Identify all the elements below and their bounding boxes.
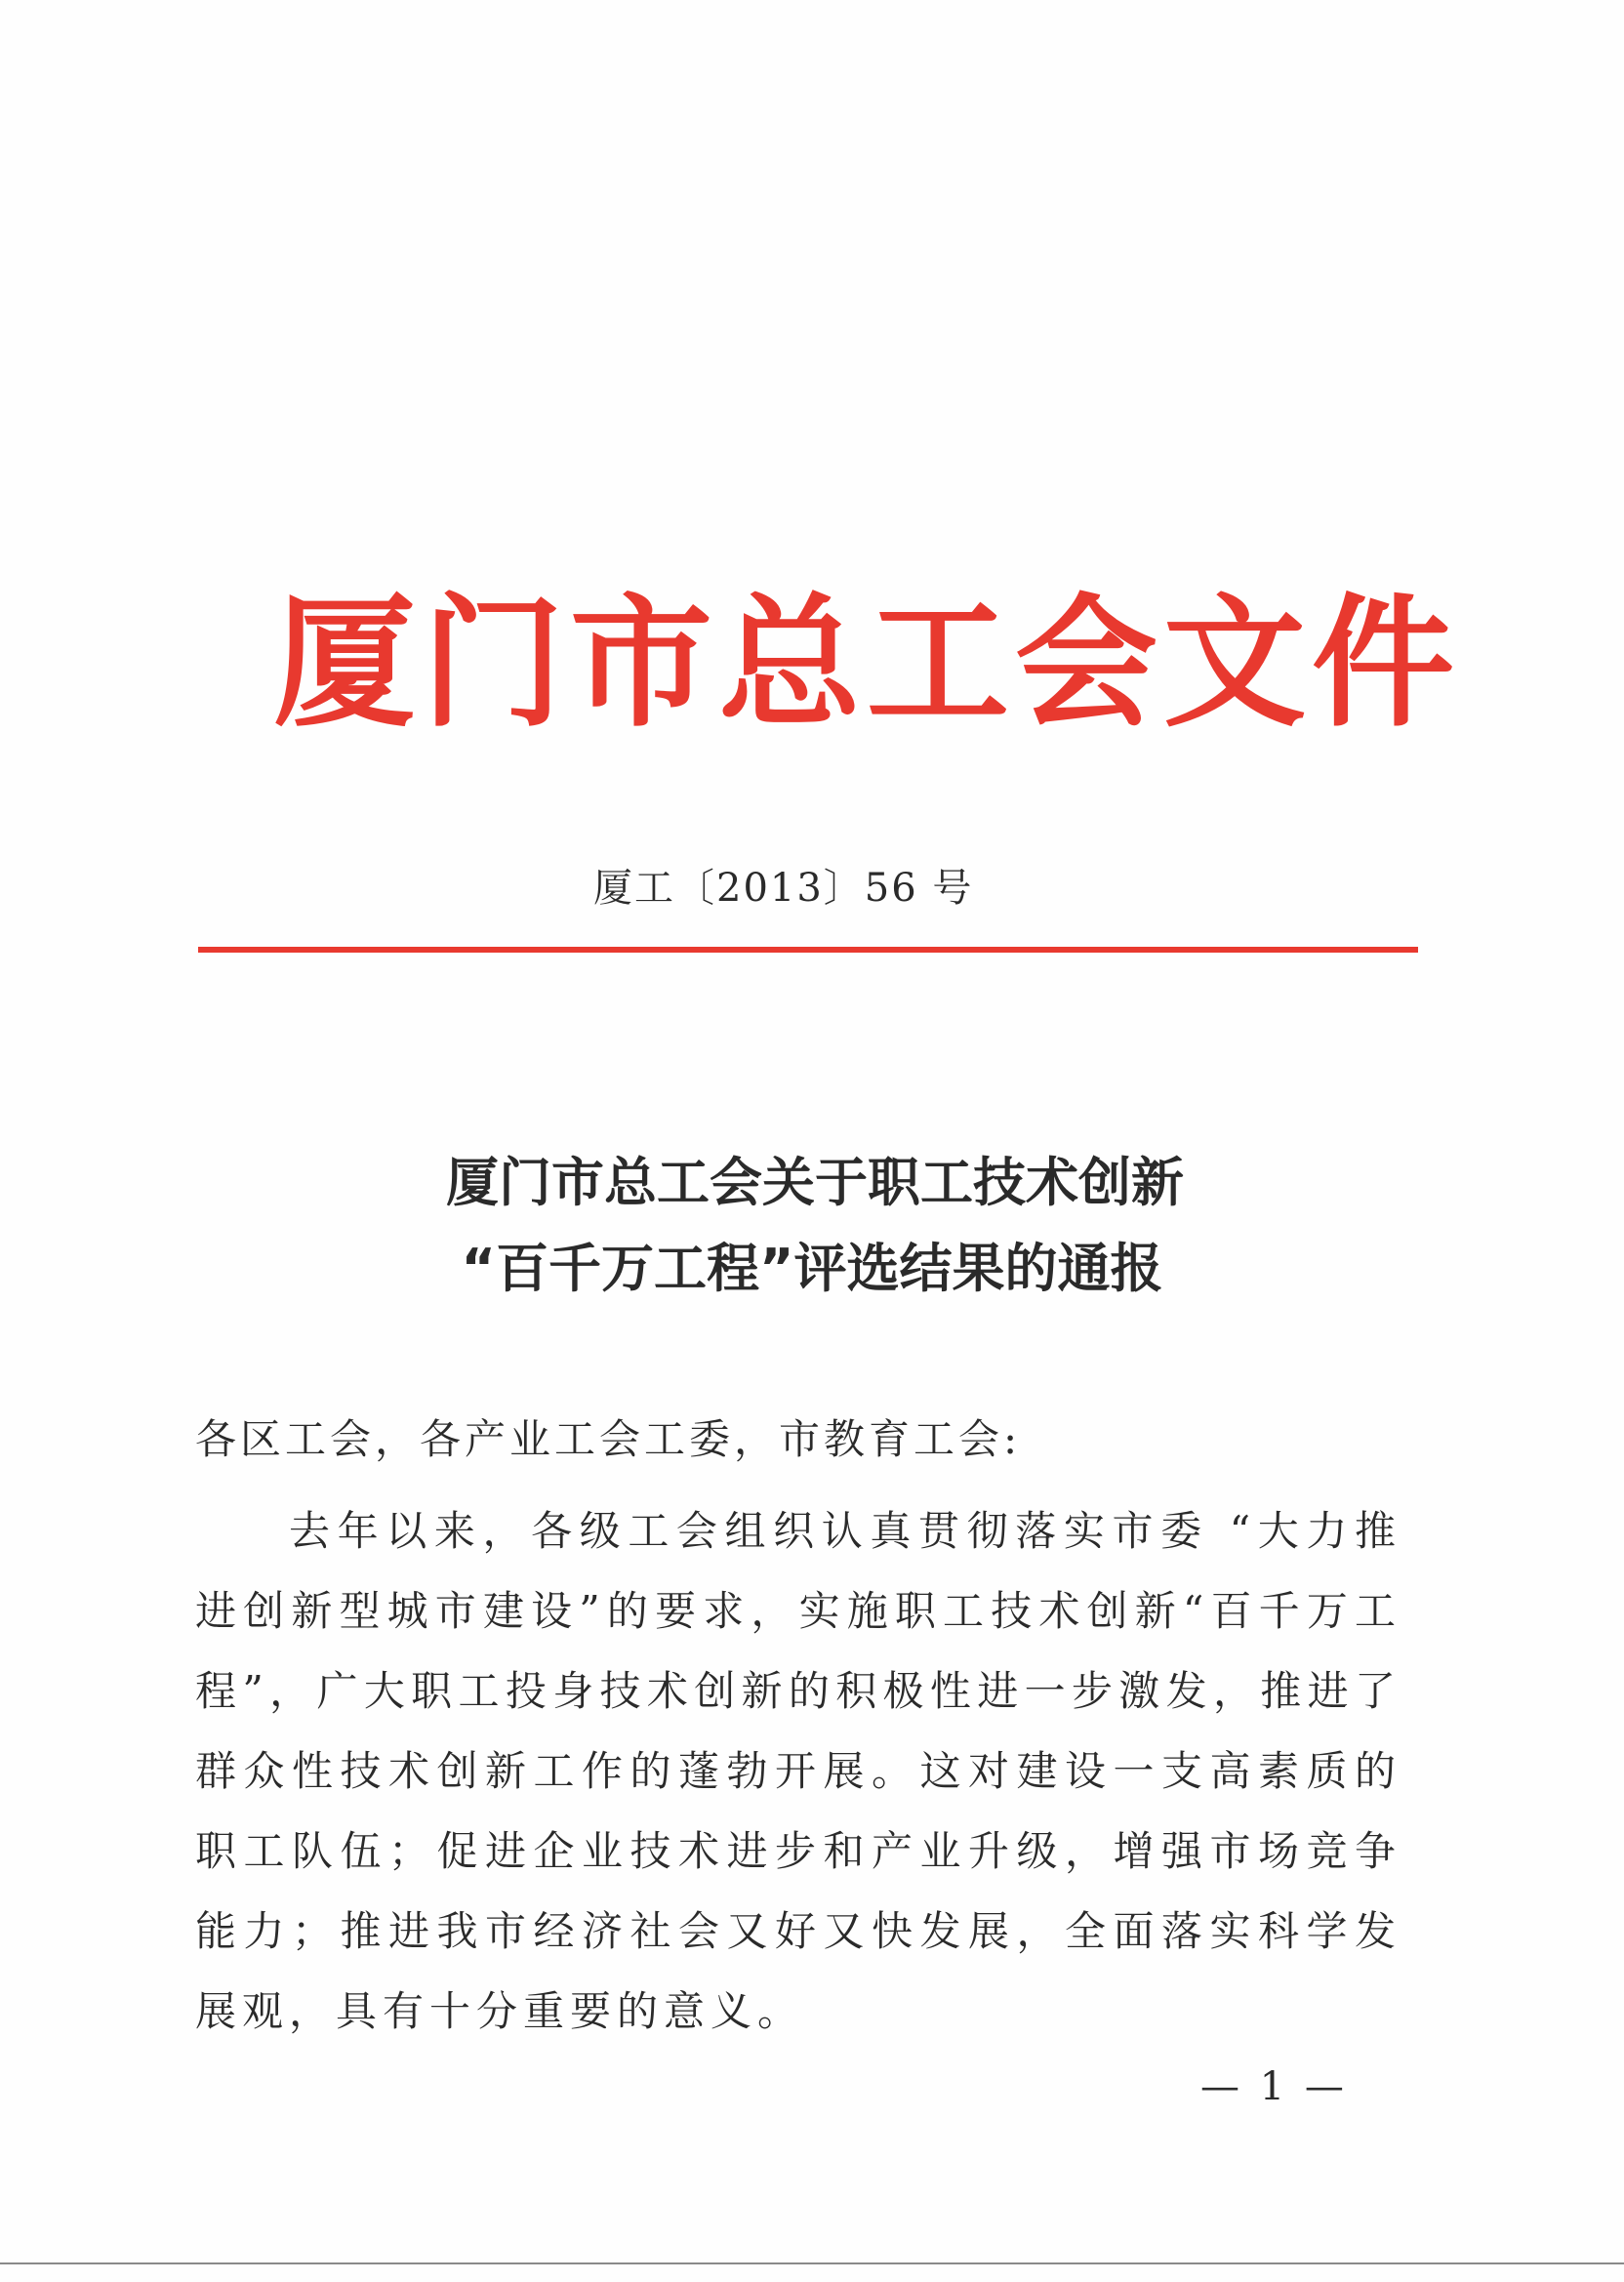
document-title-line-2: “百千万工程”评选结果的通报 [461, 1238, 1163, 1299]
red-divider-rule [198, 947, 1418, 953]
document-title-line-1: 厦门市总工会关于职工技术创新 [446, 1152, 1184, 1213]
page-number: — 1 — [1200, 2064, 1348, 2109]
body-paragraph: 去年以来，各级工会组织认真贯彻落实市委 “大力推进创新型城市建设”的要求，实施职工技术创新“百千万工程”，广大职工投身技术创新的积极性进一步激发，推进了群众性技术创新工作的蓬勃开展。这对建设一支高素质的职工队伍；促进企业技术进步和产业升级，增强市场竞争能力；推进我市经济社会又好又快发展，全面落实科学发展观，具有十分重要的意义。 [195, 1507, 1401, 2035]
salutation: 各区工会，各产业工会工委，市教育工会: [195, 1415, 1022, 1463]
page-bottom-edge [0, 2262, 1624, 2264]
document-number: 厦工〔2013〕56 号 [593, 866, 974, 911]
document-title [0, 1140, 1624, 1312]
masthead-title: 厦门市总工会文件 [273, 581, 1460, 747]
